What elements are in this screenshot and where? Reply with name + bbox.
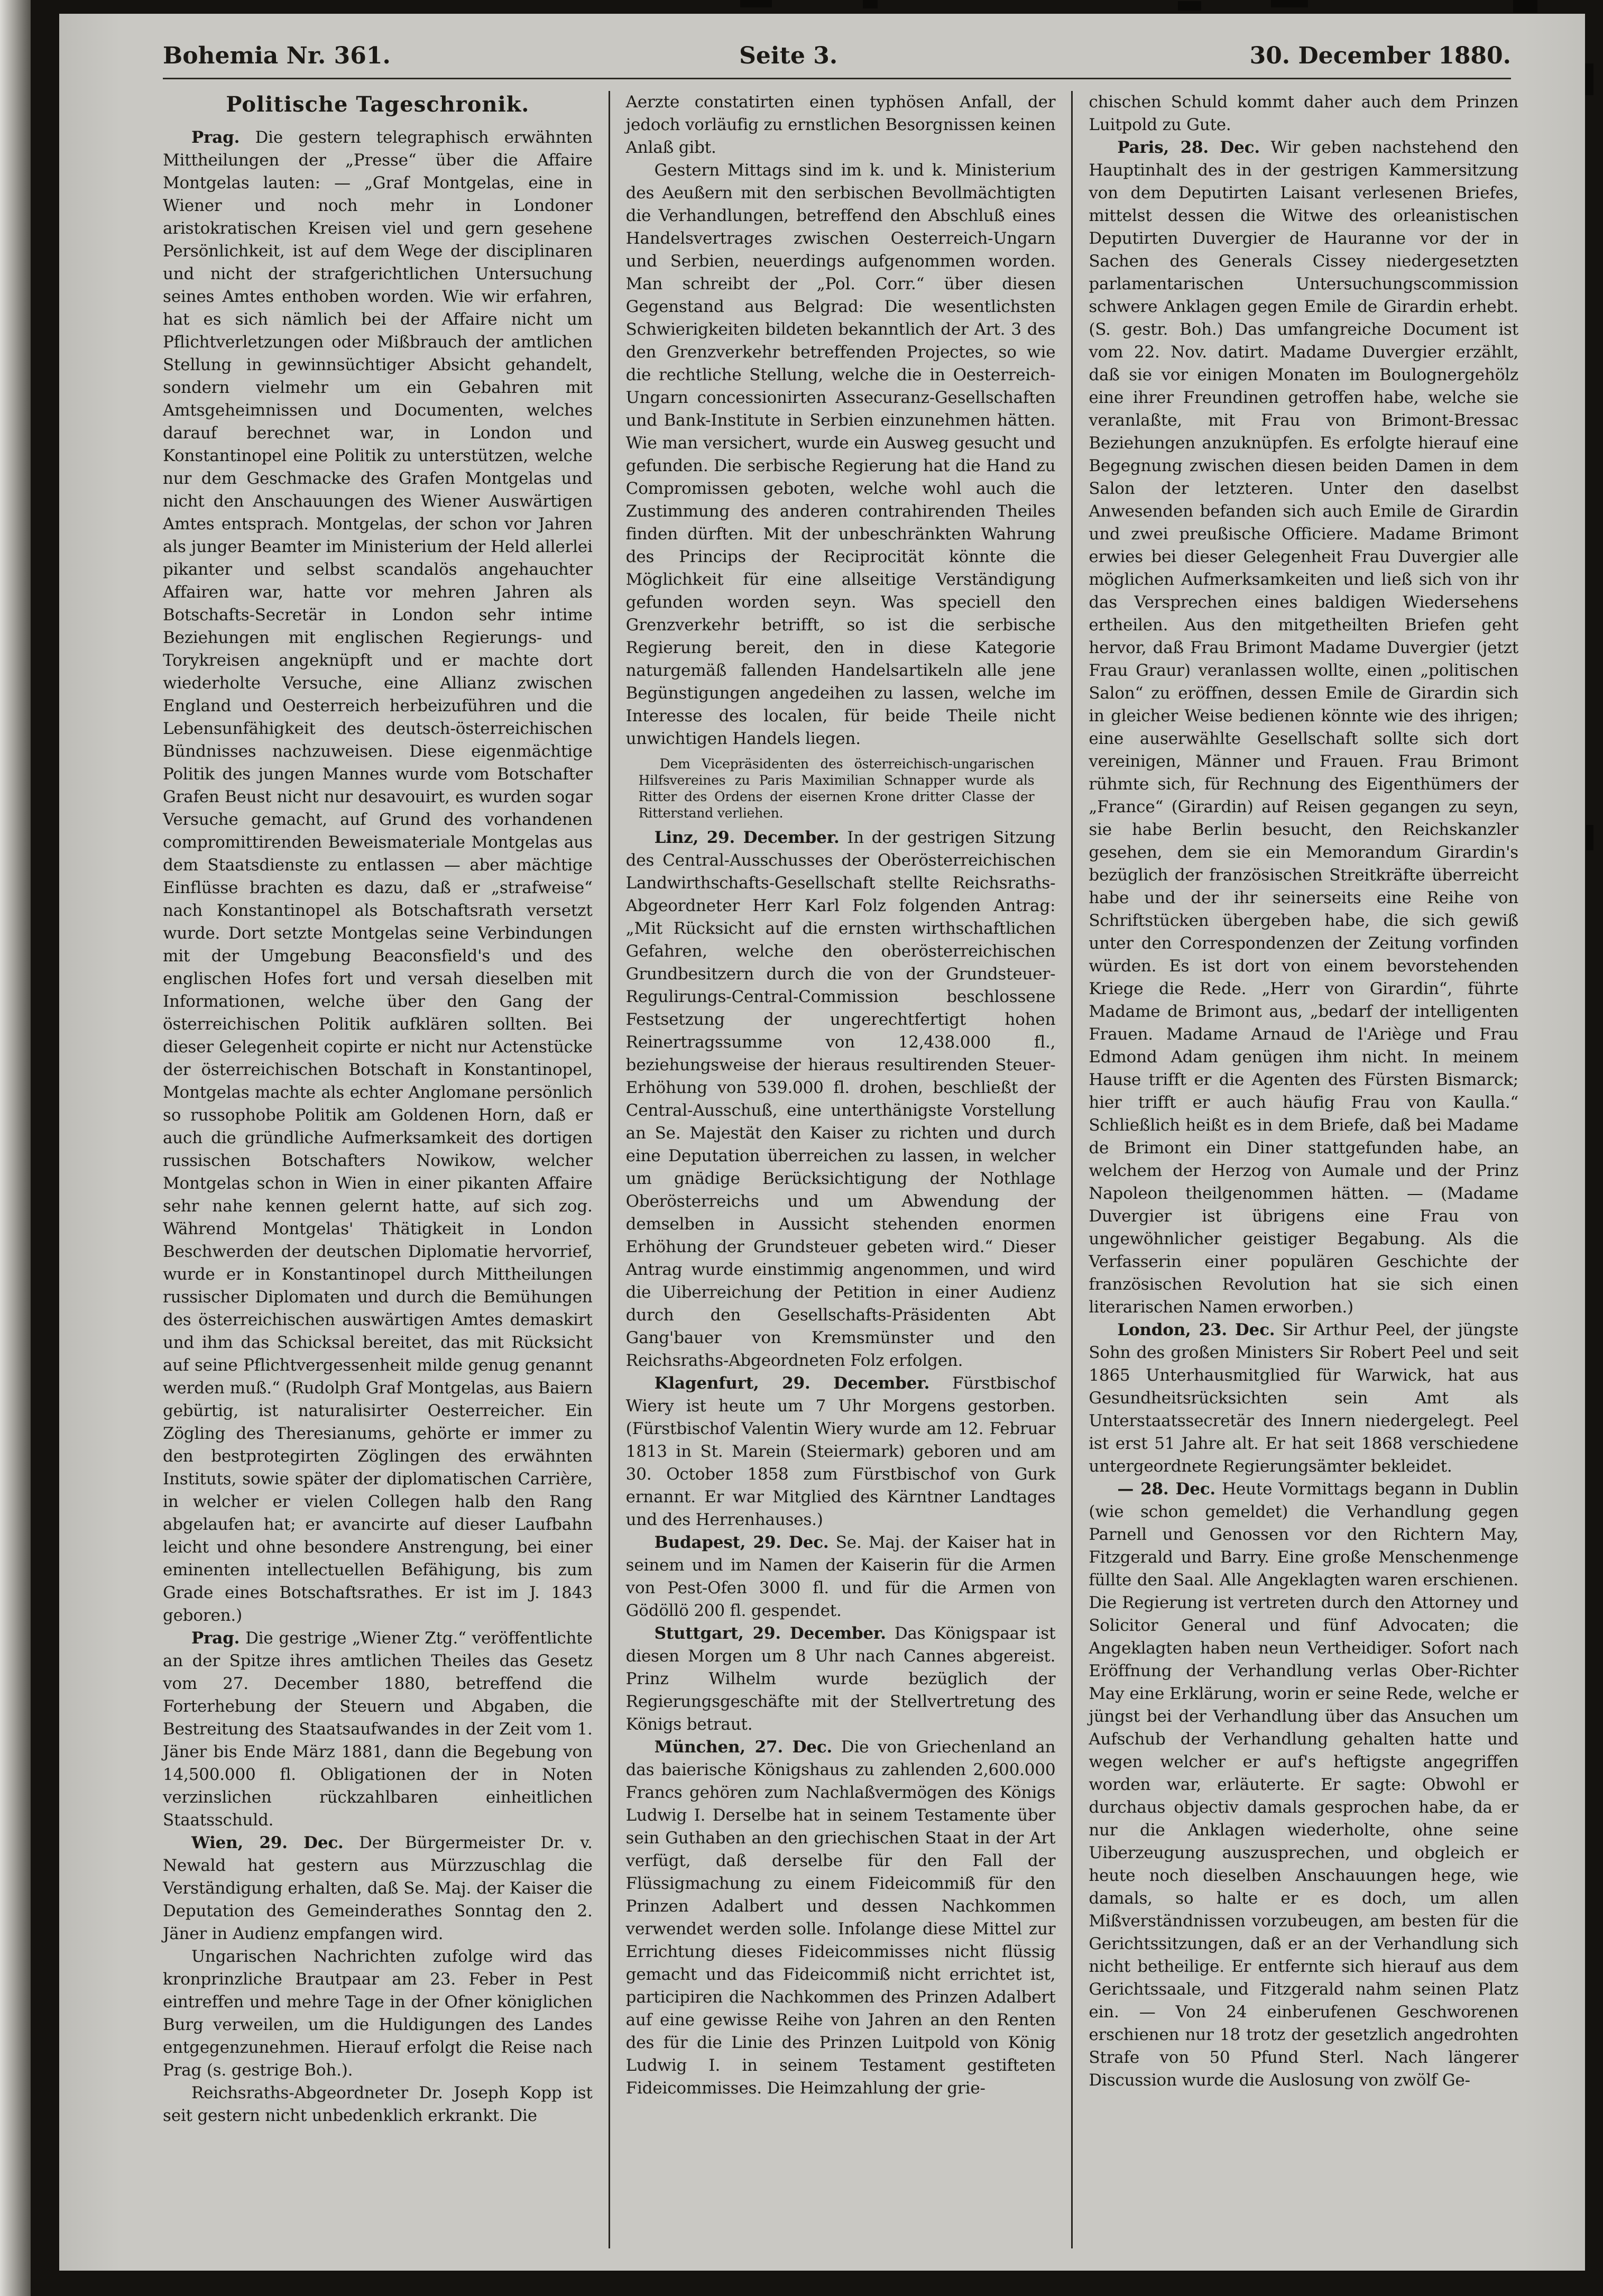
article-wien-audienz	[163, 1832, 593, 1945]
article-text: Dem Vicepräsidenten des österreichisch-ungarischen Hilfsvereines zu Paris Maximilian Schnapper wurde als Ritter des Ordens der eisernen Krone dritter Classe der Ritterstand verliehen.	[638, 756, 1035, 821]
article-text: Aerzte constatirten einen typhösen Anfall, der jedoch vorläufig zu ernstlichen Besorgnissen keinen Anlaß gibt.	[625, 93, 1056, 157]
scan-edge-left	[0, 0, 31, 2296]
article-text: Ungarischen Nachrichten zufolge wird das kronprinzliche Brautpaar am 23. Feber in Pest eintreffen und mehre Tage in der Ofner königlichen Burg verweilen, um die Huldigungen des Landes entgegenzunehmen. Hierauf erfolgt die Reise nach Prag (s. gestrige Boh.).	[163, 1947, 593, 2080]
dateline: — 28. Dec.	[1117, 1480, 1215, 1499]
notice-schnapper	[639, 756, 1035, 821]
newspaper-sheet	[59, 14, 1585, 2271]
article-text: Der Bürgermeister Dr. v. Newald hat gestern aus Mürzzuschlag die Verständigung erhalten, daß Se. Maj. der Kaiser die Deputation des Gemeinderathes Sonntag den 2. Jäner in Audienz empfangen wird.	[163, 1833, 593, 1943]
article-muenchen-continuation	[1089, 91, 1518, 136]
article-kopp	[163, 2082, 593, 2127]
article-text: Die von Griechenland an das baierische Königshaus zu zahlenden 2,600.000 Francs gehören zum Nachlaßvermögen des Königs Ludwig I. Derselbe hat in seinem Testamente über sein Guthaben an den griechischen Staat in der Art verfügt, daß derselbe für den Fall der Flüssigmachung zu einem Fideicommiß für den Prinzen Adalbert und dessen Nachkommen verwendet werden solle. Infolange diese Mittel zur Errichtung dieses Fideicommisses nicht flüssig gemacht und das Fideicommiß nicht errichtet ist, participiren die Nachkommen des Prinzen Adalbert auf eine gewisse Reihe von Jahren an den Renten des für die Linie des Prinzen Luitpold von König Ludwig I. in seinem Testament gestifteten Fideicommisses. Die Heimzahlung der grie-	[625, 1738, 1056, 2098]
article-steuergesetz	[163, 1627, 593, 1832]
article-text: Heute Vormittags begann in Dublin (wie schon gemeldet) die Verhandlung gegen Parnell und Genossen vor den Richtern May, Fitzgerald und Barry. Eine große Menschenmenge füllte den Saal. Alle Angeklagten waren erschienen. Die Regierung ist vertreten durch den Attorney und Solicitor General und fünf Advocaten; die Angeklagten haben neun Vertheidiger. Sofort nach Eröffnung der Verhandlung verlas Ober-Richter May eine Erklärung, worin er seine Rede, welche er jüngst bei der Verhandlung über das Ansuchen um Aufschub der Verhandlung gehalten hatte und wegen welcher er auf's heftigste angegriffen worden war, erläuterte. Er sagte: Obwohl er durchaus objectiv damals gesprochen habe, da er nur die Anklagen wiederholte, ohne seine Uiberzeugung auszusprechen, und obgleich er heute noch dieselben Anschauungen hege, wie damals, so halte er es doch, um allen Mißverständnissen vorzubeugen, am besten für die Gerichtssitzungen, daß er an der Verhandlung sich nicht betheilige. Er entfernte sich hierauf aus dem Gerichtssaale, und Fitzgerald nahm seinen Platz ein. — Von 24 einberufenen Geschworenen erschienen nur 18 trotz der gesetzlich angedrohten Strafe von 50 Pfund Sterl. Nach längerer Discussion wurde die Auslosung von zwölf Ge-	[1089, 1480, 1519, 2090]
scan-artifact	[1178, 1, 1201, 11]
masthead-page-number: Seite 3.	[739, 42, 838, 69]
scan-artifact	[863, 0, 878, 8]
article-klagenfurt	[626, 1372, 1056, 1531]
section-title: Politische Tageschronik.	[226, 92, 530, 117]
article-text: Fürstbischof Wiery ist heute um 7 Uhr Morgens gestorben. (Fürstbischof Valentin Wiery wurde am 12. Februar 1813 in St. Marein (Steiermark) geboren und am 30. October 1858 zum Fürstbischof von Gurk ernannt. Er war Mitglied des Kärntner Landtages und des Herrenhauses.)	[625, 1374, 1056, 1529]
article-text: Die gestrige „Wiener Ztg.“ veröffentlichte an der Spitze ihres amtlichen Theiles das Gesetz vom 27. December 1880, betreffend die Forterhebung der Steuern und Abgaben, die Bestreitung des Staatsaufwandes in der Zeit vom 1. Jäner bis Ende März 1881, dann die Begebung von 14,500.000 fl. Obligationen der in Noten verzinslichen rückzahlbaren einheitlichen Staatsschuld.	[163, 1629, 593, 1830]
masthead-date: 30. December 1880.	[1249, 42, 1511, 69]
article-dublin	[1089, 1478, 1518, 2092]
article-text: Se. Maj. der Kaiser hat in seinem und im Namen der Kaiserin für die Armen von Pest-Ofen 3000 fl. und für die Armen von Gödöllö 200 fl. gespendet.	[625, 1533, 1056, 1620]
dateline: Linz, 29. December.	[654, 828, 840, 847]
article-text: Die gestern telegraphisch erwähnten Mittheilungen der „Presse“ über die Affaire Montgelas lauten: — „Graf Montgelas, eine in Wiener und noch mehr in Londoner aristokratischen Kreisen viel und gern gesehene Persönlichkeit, ist auf dem Wege der disciplinaren und nicht der strafgerichtlichen Untersuchung seines Amtes enthoben worden. Wie wir erfahren, hat es sich nämlich bei der Affaire nicht um Pflichtverletzungen oder Mißbrauch der amtlichen Stellung in gewinnsüchtiger Absicht gehandelt, sondern vielmehr um ein Gebahren mit Amtsgeheimnissen und Documenten, welches darauf berechnet war, in London und Konstantinopel eine Politik zu unterstützen, welche nur dem Geschmacke des Grafen Montgelas und nicht den Anschauungen des Wiener Auswärtigen Amtes entsprach. Montgelas, der schon vor Jahren als junger Beamter im Ministerium der Held allerlei pikanter und selbst scandalös angehauchter Affairen war, hatte vor mehren Jahren als Botschafts-Secretär in London sehr intime Beziehungen mit englischen Regierungs- und Torykreisen angeknüpft und er machte dort wiederholte Versuche, eine Allianz zwischen England und Oesterreich herbeizuführen und die Lebensunfähigkeit des deutsch-österreichischen Bündnisses nachzuweisen. Diese eigenmächtige Politik des jungen Mannes wurde vom Botschafter Grafen Beust nicht nur desavouirt, es wurden sogar Versuche gemacht, auf Grund des vorhandenen compromittirenden Beweismateriale Montgelas aus dem Staatsdienste zu entlassen — aber mächtige Einflüsse brachten es dazu, daß er „strafweise“ nach Konstantinopel als Botschaftsrath versetzt wurde. Dort setzte Montgelas seine Verbindungen mit der Umgebung Beaconsfield's und des englischen Hofes fort und versah dieselben mit Informationen, welche über den Gang der österreichischen Politik aufklären sollten. Bei dieser Gelegenheit copirte er nicht nur Actenstücke der österreichischen Botschaft in Konstantinopel, Montgelas machte als echter Anglomane persönlich so russophobe Politik am Goldenen Horn, daß er auch die gründliche Aufmerksamkeit des dortigen russischen Botschafters Nowikow, welcher Montgelas schon in Wien in einer pikanten Affaire sehr nahe kennen gelernt hatte, auf sich zog. Während Montgelas' Thätigkeit in London Beschwerden der deutschen Diplomatie hervorrief, wurde er in Konstantinopel durch Mittheilungen russischer Diplomaten und durch die Bemühungen des österreichischen auswärtigen Amtes demaskirt und ihm das Schicksal bereitet, das mit Rücksicht auf seine Pflichtvergessenheit milde genug genannt werden muß.“ (Rudolph Graf Montgelas, aus Baiern gebürtig, ist naturalisirter Oesterreicher. Ein Zögling des Theresianums, gehörte er immer zu den bestprotegirten Zöglingen des erwähnten Instituts, sowie später der diplomatischen Carrière, in welcher er vielen Collegen halb den Rang abgelaufen hat; er avancirte auf dieser Laufbahn leicht und ohne besondere Anstrengung, bei einer eminenten intellectuellen Befähigung, bis zum Grade eines Botschaftsrathes. Er ist im J. 1843 geboren.)	[163, 128, 593, 1625]
column-2	[609, 91, 1072, 2248]
article-kopp-continuation	[626, 91, 1056, 159]
article-paris	[1089, 136, 1518, 1319]
scan-artifact	[1586, 825, 1593, 850]
article-text: chischen Schuld kommt daher auch dem Prinzen Luitpold zu Gute.	[1089, 93, 1519, 134]
article-brautpaar	[163, 1945, 593, 2082]
article-text: Reichsraths-Abgeordneter Dr. Joseph Kopp ist seit gestern nicht unbedenklich erkrankt. Die	[163, 2083, 593, 2125]
column-3	[1071, 91, 1522, 2248]
dateline: Paris, 28. Dec.	[1117, 138, 1260, 157]
article-budapest	[626, 1531, 1056, 1622]
dateline: München, 27. Dec.	[654, 1738, 833, 1757]
dateline: Wien, 29. Dec.	[191, 1833, 344, 1852]
article-montgelas	[163, 126, 593, 1627]
dateline: Stuttgart, 29. December.	[654, 1624, 886, 1643]
article-london	[1089, 1319, 1518, 1478]
scan-artifact	[1271, 0, 1308, 7]
article-serbien-handelsvertrag	[626, 159, 1056, 750]
article-text: Das Königspaar ist diesen Morgen um 8 Uhr nach Cannes abgereist. Prinz Wilhelm wurde bezüglich der Regierungsgeschäfte mit der Stellvertretung des Königs betraut.	[625, 1624, 1056, 1734]
article-text: Wir geben nachstehend den Hauptinhalt des in der gestrigen Kammersitzung von dem Deputirten Laisant verlesenen Briefes, mittelst dessen die Witwe des orleanistischen Deputirten Duvergier de Hauranne vor der in Sachen des Generals Cissey niedergesetzten parlamentarischen Untersuchungscommission schwere Anklagen gegen Emile de Girardin erhebt. (S. gestr. Boh.) Das umfangreiche Document ist vom 22. Nov. datirt. Madame Duvergier erzählt, daß sie vor einigen Monaten im Boulognergehölz eine ihrer Freundinen getroffen habe, welche sie veranlaßte, mit Frau von Brimont-Bressac Beziehungen anzuknüpfen. Es erfolgte hierauf eine Begegnung zwischen diesen beiden Damen in dem Salon der letzteren. Unter den daselbst Anwesenden befanden sich auch Emile de Girardin und zwei preußische Officiere. Madame Brimont erwies bei dieser Gelegenheit Frau Duvergier alle möglichen Aufmerksamkeiten und ließ sich von ihr das Versprechen eines baldigen Wiedersehens ertheilen. Aus den mitgetheilten Briefen geht hervor, daß Frau Brimont Madame Duvergier (jetzt Frau Graur) veranlassen wollte, einen „politischen Salon“ zu eröffnen, dessen Emile de Girardin sich in gleicher Weise bedienen könnte wie des ihrigen; eine auserwählte Gesellschaft sollte sich dort vereinigen, Männer und Frauen. Frau Brimont rühmte sich, für Rechnung des Eigenthümers der „France“ (Girardin) auf Reisen gegangen zu seyn, sie habe Berlin besucht, den Reichskanzler gesehen, dem sie ein Memorandum Girardin's bezüglich der französischen Streitkräfte überreicht habe und der ihr seinerseits eine Reihe von Schriftstücken übergeben habe, die sich gewiß unter den Correspondenzen der Zeitung vorfinden würden. Es ist dort von einem bevorstehenden Kriege die Rede. „Herr von Girardin“, führte Madame de Brimont aus, „bedarf der intelligenten Frauen. Madame Arnaud de l'Ariège und Frau Edmond Adam genügen ihm nicht. In meinem Hause trifft er die Agenten des Fürsten Bismarck; hier trifft er auch häufig Frau von Kaulla.“ Schließlich heißt es in dem Briefe, daß bei Madame de Brimont ein Diner stattgefunden habe, an welchem der Herzog von Aumale und der Prinz Napoleon theilgenommen hätten. — (Madame Duvergier ist übrigens eine Frau von ungewöhnlicher geistiger Begabung. Als die Verfasserin einer populären Geschichte der französischen Revolution hat sie sich einen literarischen Namen erworben.)	[1089, 138, 1519, 1317]
article-columns	[160, 91, 1522, 2248]
masthead	[59, 14, 1585, 78]
masthead-rule	[163, 78, 1511, 79]
masthead-title: Bohemia Nr. 361.	[163, 42, 391, 69]
article-text: Gestern Mittags sind im k. und k. Ministerium des Aeußern mit den serbischen Bevollmächtigten die Verhandlungen, betreffend den Abschluß eines Handelsvertrages zwischen Oesterreich-Ungarn und Serbien, neuerdings aufgenommen worden. Man schreibt der „Pol. Corr.“ über diesen Gegenstand aus Belgrad: Die wesentlichsten Schwierigkeiten bildeten bekanntlich der Art. 3 des den Grenzverkehr betreffenden Projectes, so wie die rechtliche Stellung, welche die in Oesterreich-Ungarn concessionirten Assecuranz-Gesellschaften und Bank-Institute in Serbien einzunehmen hätten. Wie man versichert, wurde ein Ausweg gesucht und gefunden. Die serbische Regierung hat die Hand zu Compromissen geboten, welche wohl auch die Zustimmung des anderen contrahirenden Theiles finden dürften. Mit der unbeschränkten Wahrung des Princips der Reciprocität könnte die Möglichkeit für eine allseitige Verständigung gefunden worden seyn. Was speciell den Grenzverkehr betrifft, so ist die serbische Regierung bereit, den in diese Kategorie naturgemäß fallenden Handelsartikeln alle jene Begünstigungen angedeihen zu lassen, welche im Interesse des localen, für beide Theile nicht unwichtigen Handels liegen.	[625, 161, 1056, 748]
dateline: Klagenfurt, 29. December.	[654, 1374, 930, 1393]
dateline: London, 23. Dec.	[1117, 1320, 1275, 1339]
article-stuttgart	[626, 1622, 1056, 1736]
article-linz	[626, 826, 1056, 1372]
column-1	[160, 91, 609, 2248]
dateline: Prag.	[191, 1629, 240, 1648]
article-muenchen	[626, 1736, 1056, 2100]
article-text: Sir Arthur Peel, der jüngste Sohn des großen Ministers Sir Robert Peel und seit 1865 Unterhausmitglied für Warwick, hat aus Gesundheitsrücksichten sein Amt als Unterstaatssecretär des Innern niedergelegt. Peel ist erst 51 Jahre alt. Er hat seit 1868 verschiedene untergeordnete Regierungsämter bekleidet.	[1089, 1320, 1519, 1476]
dateline: Prag.	[191, 128, 240, 147]
scan-artifact	[1585, 63, 1593, 95]
dateline: Budapest, 29. Dec.	[654, 1533, 829, 1552]
scan-artifact	[1513, 0, 1537, 13]
scan-artifact	[740, 0, 772, 7]
article-text: In der gestrigen Sitzung des Central-Ausschusses der Oberösterreichischen Landwirthschafts-Gesellschaft stellte Reichsraths-Abgeordneter Herr Karl Folz folgenden Antrag: „Mit Rücksicht auf die ernsten wirthschaftlichen Gefahren, welche den oberösterreichischen Grundbesitzern durch die von der Grundsteuer-Regulirungs-Central-Commission beschlossene Festsetzung der ungerechtfertigt hohen Reinertragssumme von 12,438.000 fl., beziehungsweise der hieraus resultirenden Steuer-Erhöhung von 539.000 fl. drohen, beschließt der Central-Ausschuß, eine unterthänigste Vorstellung an Se. Majestät den Kaiser zu richten und durch eine Deputation überreichen zu lassen, in welcher um gnädige Berücksichtigung der Nothlage Oberösterreichs und um Abwendung der demselben in Aussicht stehenden enormen Erhöhung der Grundsteuer gebeten wird.“ Dieser Antrag wurde einstimmig angenommen, und wird die Uiberreichung der Petition in einer Audienz durch den Gesellschafts-Präsidenten Abt Gang'bauer von Kremsmünster und den Reichsraths-Abgeordneten Folz erfolgen.	[625, 828, 1056, 1370]
